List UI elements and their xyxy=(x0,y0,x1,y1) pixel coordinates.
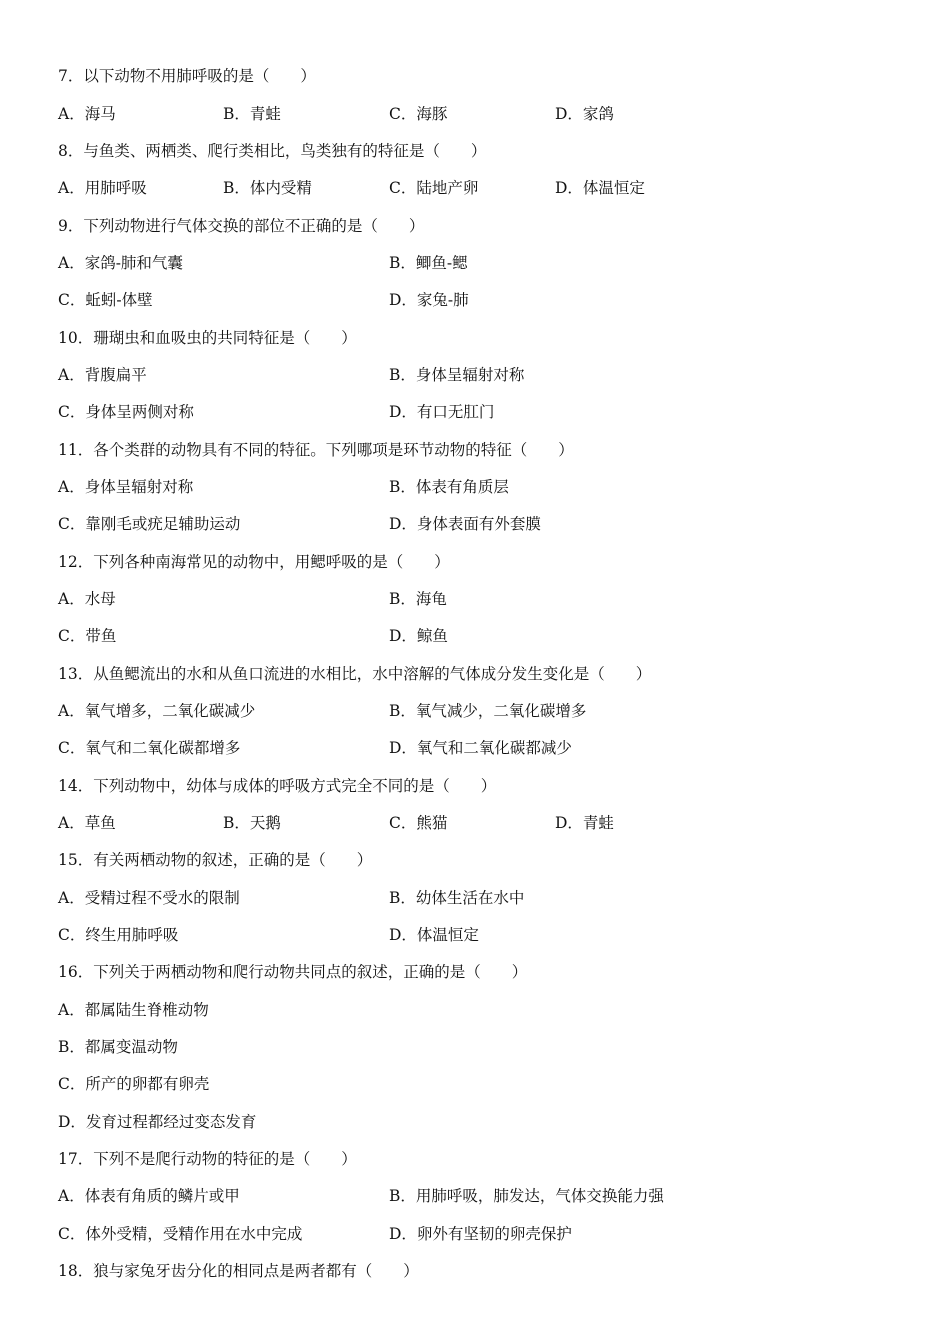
option-15d: D．体温恒定 xyxy=(389,926,479,944)
question-12-stem: 12．下列各种南海常见的动物中，用鳃呼吸的是（ ） xyxy=(58,553,450,571)
question-18-stem: 18．狼与家兔牙齿分化的相同点是两者都有（ ） xyxy=(58,1262,419,1280)
option-7c: C．海豚 xyxy=(389,105,448,123)
option-14c: C．熊猫 xyxy=(389,814,448,832)
option-16b: B．都属变温动物 xyxy=(58,1038,178,1056)
option-12c: C．带鱼 xyxy=(58,627,117,645)
option-12d: D．鲸鱼 xyxy=(389,627,448,645)
option-16a: A．都属陆生脊椎动物 xyxy=(58,1001,209,1019)
question-16-stem: 16．下列关于两栖动物和爬行动物共同点的叙述，正确的是（ ） xyxy=(58,963,528,981)
option-12a: A．水母 xyxy=(58,590,116,608)
option-17a: A．体表有角质的鳞片或甲 xyxy=(58,1187,240,1205)
option-14b: B．天鹅 xyxy=(223,814,281,832)
option-11a: A．身体呈辐射对称 xyxy=(58,478,194,496)
option-15c: C．终生用肺呼吸 xyxy=(58,926,179,944)
option-17c: C．体外受精，受精作用在水中完成 xyxy=(58,1225,303,1243)
option-11d: D．身体表面有外套膜 xyxy=(389,515,541,533)
option-12b: B．海龟 xyxy=(389,590,447,608)
question-8-stem: 8．与鱼类、两栖类、爬行类相比，鸟类独有的特征是（ ） xyxy=(58,142,487,160)
option-8b: B．体内受精 xyxy=(223,179,312,197)
option-13d: D．氧气和二氧化碳都减少 xyxy=(389,739,572,757)
option-10a: A．背腹扁平 xyxy=(58,366,147,384)
question-7-stem: 7．以下动物不用肺呼吸的是（ ） xyxy=(58,67,316,85)
option-8a: A．用肺呼吸 xyxy=(58,179,147,197)
option-13b: B．氧气减少，二氧化碳增多 xyxy=(389,702,587,720)
option-17d: D．卵外有坚韧的卵壳保护 xyxy=(389,1225,572,1243)
question-17-stem: 17．下列不是爬行动物的特征的是（ ） xyxy=(58,1150,357,1168)
option-13a: A．氧气增多，二氧化碳减少 xyxy=(58,702,256,720)
option-9d: D．家兔-肺 xyxy=(389,291,469,309)
option-13c: C．氧气和二氧化碳都增多 xyxy=(58,739,241,757)
option-10d: D．有口无肛门 xyxy=(389,403,495,421)
option-14a: A．草鱼 xyxy=(58,814,116,832)
option-7a: A．海马 xyxy=(58,105,116,123)
option-7d: D．家鸽 xyxy=(555,105,614,123)
option-17b: B．用肺呼吸，肺发达，气体交换能力强 xyxy=(389,1187,664,1205)
option-15b: B．幼体生活在水中 xyxy=(389,889,525,907)
option-11b: B．体表有角质层 xyxy=(389,478,509,496)
option-11c: C．靠刚毛或疣足辅助运动 xyxy=(58,515,241,533)
option-9c: C．蚯蚓-体壁 xyxy=(58,291,153,309)
option-8c: C．陆地产卵 xyxy=(389,179,479,197)
question-14-stem: 14．下列动物中，幼体与成体的呼吸方式完全不同的是（ ） xyxy=(58,777,497,795)
option-10b: B．身体呈辐射对称 xyxy=(389,366,525,384)
option-15a: A．受精过程不受水的限制 xyxy=(58,889,240,907)
option-10c: C．身体呈两侧对称 xyxy=(58,403,194,421)
question-9-stem: 9．下列动物进行气体交换的部位不正确的是（ ） xyxy=(58,217,425,235)
option-14d: D．青蛙 xyxy=(555,814,614,832)
question-15-stem: 15．有关两栖动物的叙述，正确的是（ ） xyxy=(58,851,373,869)
question-13-stem: 13．从鱼鳃流出的水和从鱼口流进的水相比，水中溶解的气体成分发生变化是（ ） xyxy=(58,665,652,683)
option-8d: D．体温恒定 xyxy=(555,179,645,197)
option-9b: B．鲫鱼-鳃 xyxy=(389,254,468,272)
option-16d: D．发育过程都经过变态发育 xyxy=(58,1113,257,1131)
question-11-stem: 11．各个类群的动物具有不同的特征。下列哪项是环节动物的特征（ ） xyxy=(58,441,574,459)
option-9a: A．家鸽-肺和气囊 xyxy=(58,254,183,272)
option-7b: B．青蛙 xyxy=(223,105,281,123)
question-10-stem: 10．珊瑚虫和血吸虫的共同特征是（ ） xyxy=(58,329,357,347)
option-16c: C．所产的卵都有卵壳 xyxy=(58,1075,210,1093)
